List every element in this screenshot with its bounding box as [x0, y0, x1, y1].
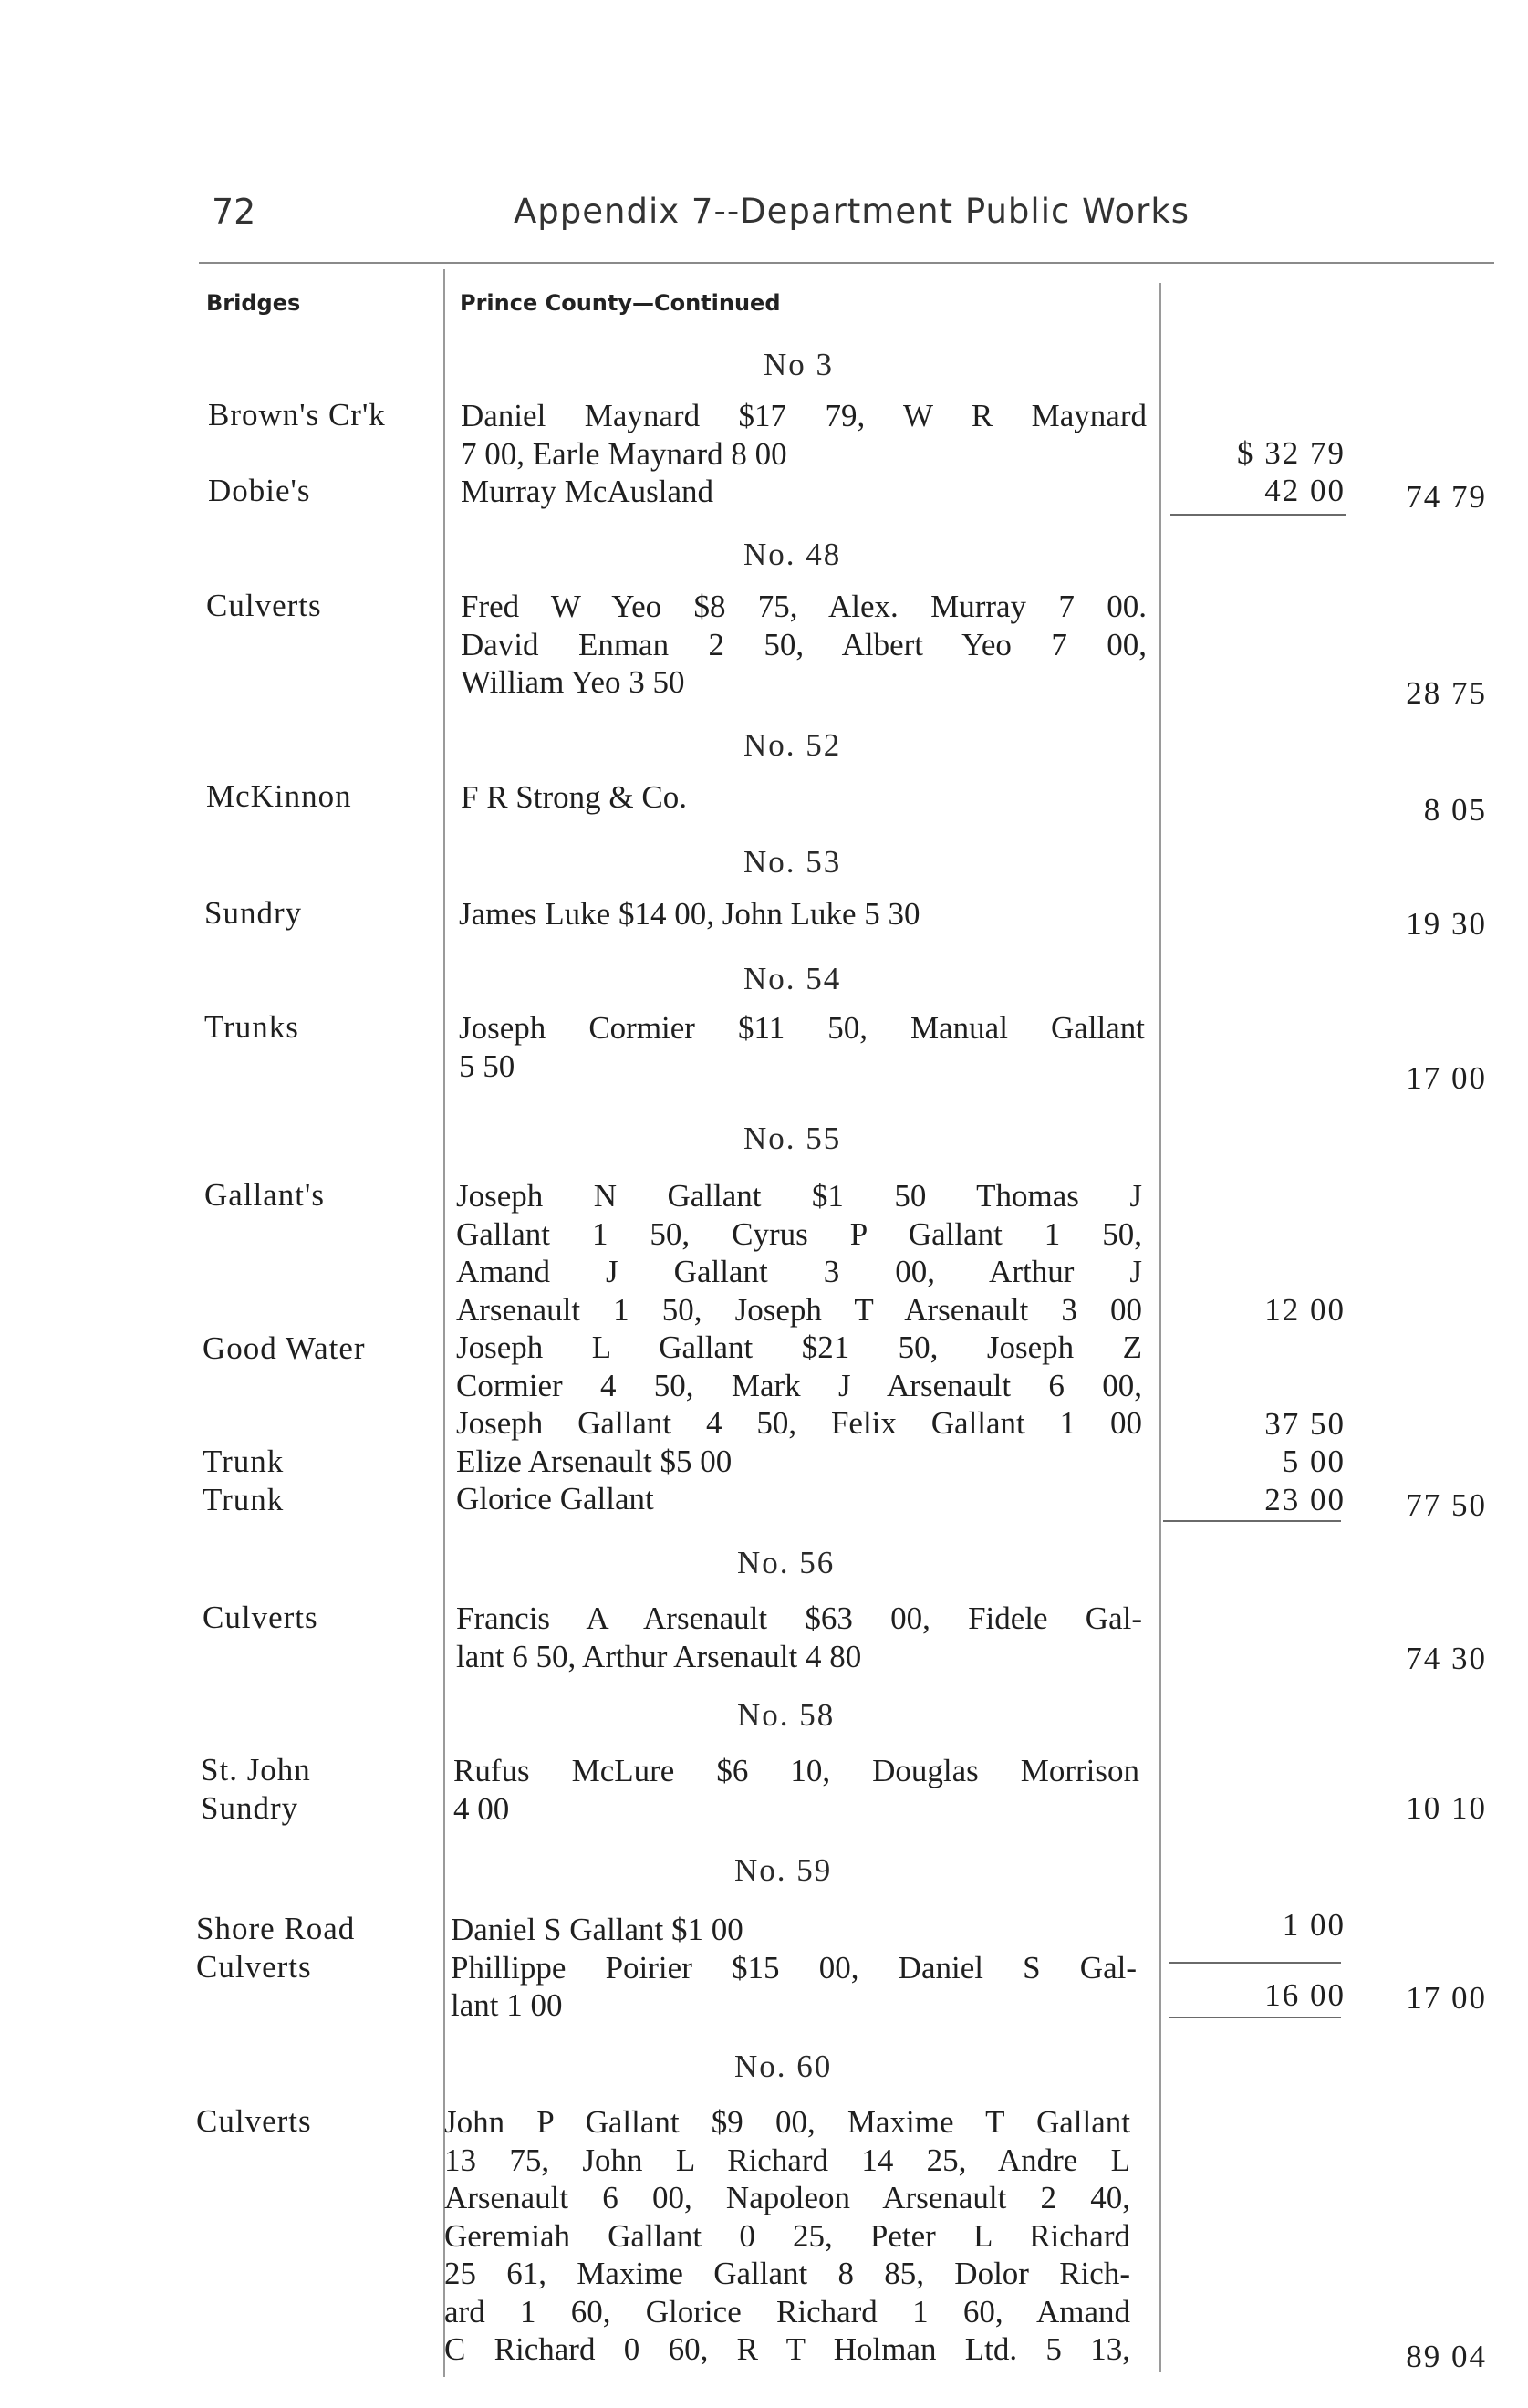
subtotal-rule [1169, 1962, 1341, 1964]
payee-description [453, 1752, 1139, 1828]
bridge-label: Sundry [201, 1790, 299, 1826]
bridge-label: Trunks [204, 1009, 299, 1045]
section-heading: No. 52 [743, 727, 842, 763]
bridges-column-header: Bridges [206, 290, 301, 316]
section-total: 77 50 [1406, 1487, 1487, 1523]
description-line: Joseph Cormier $11 50, Manual Gallant [459, 1010, 1145, 1046]
county-column-header: Prince County—Continued [460, 290, 781, 316]
section-total: 17 00 [1406, 1980, 1487, 2016]
bridge-label: Gallant's [204, 1177, 325, 1213]
payee-description [461, 778, 1147, 817]
description-line: Arsenault 6 00, Napoleon Arsenault 2 40, [444, 2180, 1130, 2215]
subtotal-amount: 5 00 [1282, 1444, 1346, 1479]
bridge-label: Trunk [203, 1482, 285, 1517]
payee-description [456, 1600, 1142, 1675]
description-line: ard 1 60, Glorice Richard 1 60, Amand [444, 2293, 1130, 2330]
section-total: 10 10 [1406, 1790, 1487, 1826]
section-total: 19 30 [1406, 906, 1487, 942]
section-heading: No. 48 [743, 537, 842, 572]
description-line: Arsenault 1 50, Joseph T Arsenault 3 00 [456, 1291, 1142, 1328]
subtotal-rule [1163, 1520, 1341, 1522]
section-total: 28 75 [1406, 675, 1487, 711]
section-total: 8 05 [1423, 792, 1487, 828]
description-line: Cormier 4 50, Mark J Arsenault 6 00, [456, 1367, 1142, 1403]
bridge-label: Culverts [203, 1600, 318, 1635]
bridge-label: Culverts [196, 2103, 312, 2139]
description-line: 5 50 [459, 1048, 515, 1084]
subtotal-amount: 16 00 [1264, 1977, 1346, 2013]
payee-description [461, 397, 1147, 511]
description-line: lant 6 50, Arthur Arsenault 4 80 [456, 1638, 862, 1674]
section-total: 74 30 [1406, 1641, 1487, 1676]
description-line: David Enman 2 50, Albert Yeo 7 00, [461, 626, 1147, 662]
description-line: Amand J Gallant 3 00, Arthur J [456, 1254, 1142, 1289]
description-line: 7 00, Earle Maynard 8 00 [461, 435, 787, 472]
payee-description [456, 1177, 1142, 1518]
section-heading: No 3 [764, 347, 835, 382]
section-total: 74 79 [1406, 479, 1487, 515]
column-divider-right [1159, 283, 1161, 2372]
bridge-label: Trunk [203, 1444, 285, 1479]
bridge-label: Culverts [196, 1949, 312, 1985]
description-line: C Richard 0 60, R T Holman Ltd. 5 13, [444, 2331, 1130, 2367]
description-line: F R Strong & Co. [461, 779, 687, 815]
description-line: Phillippe Poirier $15 00, Daniel S Gal- [451, 1949, 1137, 1986]
description-line: Murray McAusland [461, 474, 714, 509]
payee-description [459, 895, 1145, 933]
subtotal-rule [1170, 514, 1346, 516]
description-line: 4 00 [453, 1790, 510, 1827]
subtotal-amount: 42 00 [1264, 473, 1346, 508]
bridge-label: McKinnon [206, 778, 352, 814]
description-line: Gallant 1 50, Cyrus P Gallant 1 50, [456, 1215, 1142, 1252]
description-line: John P Gallant $9 00, Maxime T Gallant [444, 2104, 1130, 2140]
bridge-label: St. John [201, 1752, 311, 1788]
payee-description [459, 1009, 1145, 1085]
section-heading: No. 55 [743, 1121, 842, 1156]
subtotal-amount: $ 32 79 [1237, 435, 1346, 471]
bridge-label: Sundry [204, 895, 303, 931]
description-line: Joseph N Gallant $1 50 Thomas J [456, 1178, 1142, 1214]
bridge-label: Culverts [206, 588, 322, 623]
description-line: Elize Arsenault $5 00 [456, 1443, 733, 1479]
subtotal-amount: 23 00 [1264, 1482, 1346, 1517]
description-line: Daniel S Gallant $1 00 [451, 1912, 743, 1947]
description-line: Francis A Arsenault $63 00, Fidele Gal- [456, 1600, 1142, 1636]
bridge-label: Dobie's [208, 473, 311, 508]
header-rule [199, 262, 1494, 264]
description-line: 13 75, John L Richard 14 25, Andre L [444, 2142, 1130, 2178]
description-line: Joseph Gallant 4 50, Felix Gallant 1 00 [456, 1405, 1142, 1441]
description-line: Daniel Maynard $17 79, W R Maynard [461, 398, 1147, 433]
section-heading: No. 56 [737, 1545, 836, 1580]
subtotal-amount: 1 00 [1282, 1907, 1346, 1943]
section-total: 17 00 [1406, 1060, 1487, 1096]
description-line: Fred W Yeo $8 75, Alex. Murray 7 00. [461, 589, 1147, 624]
section-total: 89 04 [1406, 2339, 1487, 2374]
description-line: William Yeo 3 50 [461, 664, 685, 700]
section-heading: No. 54 [743, 961, 842, 996]
bridge-label: Good Water [203, 1330, 366, 1366]
section-heading: No. 58 [737, 1697, 836, 1733]
bridge-label: Brown's Cr'k [208, 397, 386, 433]
bridge-label: Shore Road [196, 1911, 356, 1946]
page-number: 72 [212, 192, 256, 232]
description-line: lant 1 00 [451, 1987, 563, 2023]
payee-description [451, 1911, 1137, 2025]
payee-description [444, 2103, 1130, 2369]
description-line: Rufus McLure $6 10, Douglas Morrison [453, 1753, 1139, 1788]
description-line: Glorice Gallant [456, 1481, 654, 1517]
description-line: 25 61, Maxime Gallant 8 85, Dolor Rich- [444, 2256, 1130, 2291]
description-line: Joseph L Gallant $21 50, Joseph Z [456, 1329, 1142, 1365]
section-heading: No. 59 [734, 1852, 833, 1888]
subtotal-amount: 37 50 [1264, 1406, 1346, 1442]
subtotal-amount: 12 00 [1264, 1292, 1346, 1328]
page-title: Appendix 7--Department Public Works [514, 192, 1190, 231]
section-heading: No. 60 [734, 2048, 833, 2084]
subtotal-rule [1169, 2017, 1341, 2018]
description-line: Geremiah Gallant 0 25, Peter L Richard [444, 2217, 1130, 2254]
section-heading: No. 53 [743, 844, 842, 880]
column-divider-left [443, 269, 445, 2377]
payee-description [461, 588, 1147, 702]
description-line: James Luke $14 00, John Luke 5 30 [459, 896, 920, 932]
